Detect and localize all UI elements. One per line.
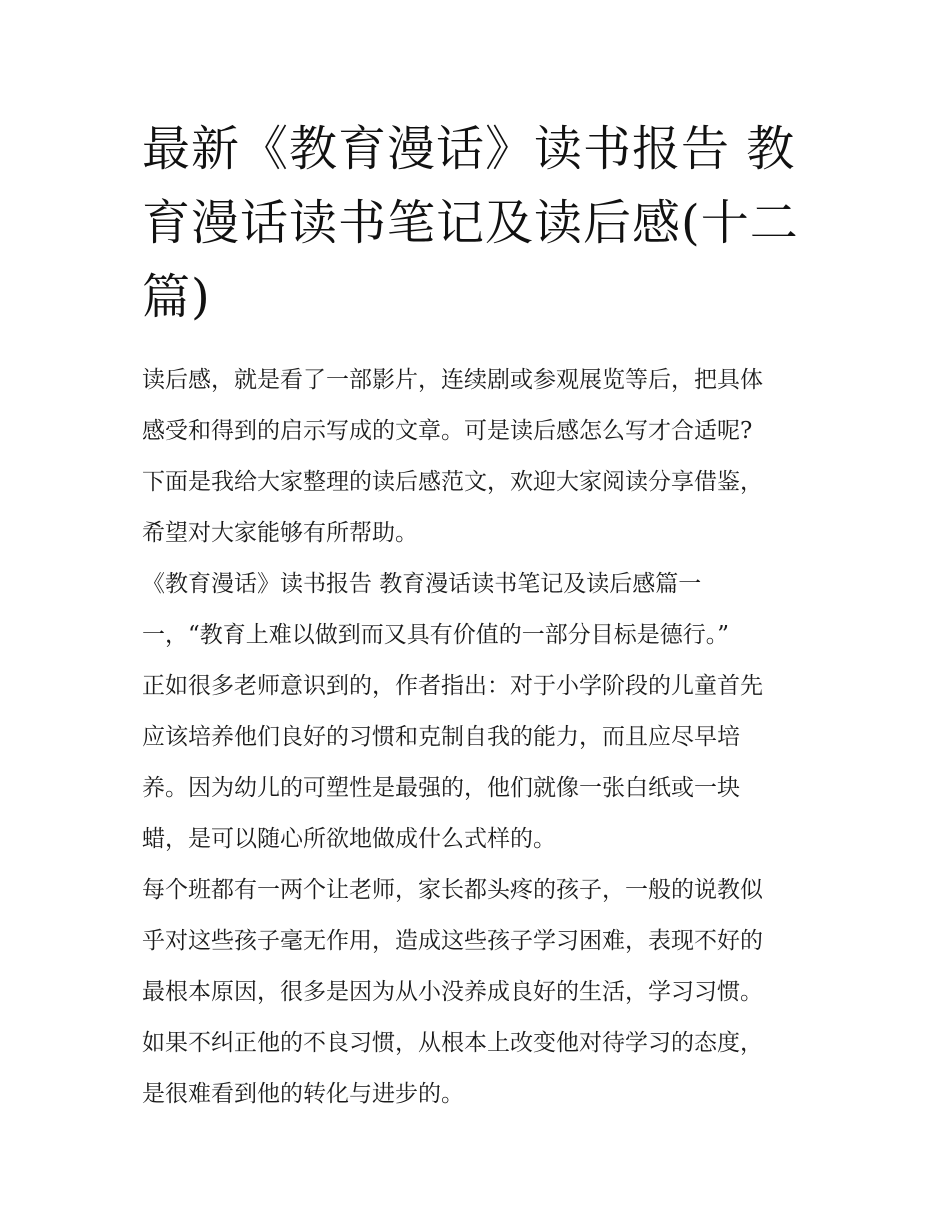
paragraph-line: 养。因为幼儿的可塑性是最强的，他们就像一张白纸或一块 — [142, 775, 740, 801]
paragraph-line: 每个班都有一两个让老师，家长都头疼的孩子，一般的说教似 — [142, 877, 763, 903]
paragraph-line: 最根本原因，很多是因为从小没养成良好的生活，学习习惯。 — [142, 979, 763, 1005]
paragraph-line: 正如很多老师意识到的，作者指出：对于小学阶段的儿童首先 — [142, 673, 763, 699]
paragraph-line: 是很难看到他的转化与进步的。 — [142, 1081, 464, 1107]
paragraph-line: 一，“教育上难以做到而又具有价值的一部分目标是德行。” — [142, 622, 730, 648]
document-body — [142, 355, 822, 1117]
paragraph-line: 读后感，就是看了一部影片，连续剧或参观展览等后，把具体 — [142, 367, 763, 393]
paragraph-line: 应该培养他们良好的习惯和克制自我的能力，而且应尽早培 — [142, 724, 740, 750]
paragraph-line: 下面是我给大家整理的读后感范文，欢迎大家阅读分享借鉴， — [142, 469, 763, 495]
section-heading: 《教育漫话》读书报告 教育漫话读书笔记及读后感篇一 — [142, 571, 702, 597]
paragraph-line: 蜡，是可以随心所欲地做成什么式样的。 — [142, 826, 556, 852]
paragraph-line: 乎对这些孩子毫无作用，造成这些孩子学习困难，表现不好的 — [142, 928, 763, 954]
document-title: 最新《教育漫话》读书报告 教育漫话读书笔记及读后感(十二篇) — [142, 121, 799, 325]
paragraph-line: 如果不纠正他的不良习惯，从根本上改变他对待学习的态度， — [142, 1030, 763, 1056]
paragraph-line: 感受和得到的启示写成的文章。可是读后感怎么写才合适呢? — [142, 418, 753, 444]
paragraph-line: 希望对大家能够有所帮助。 — [142, 520, 418, 546]
